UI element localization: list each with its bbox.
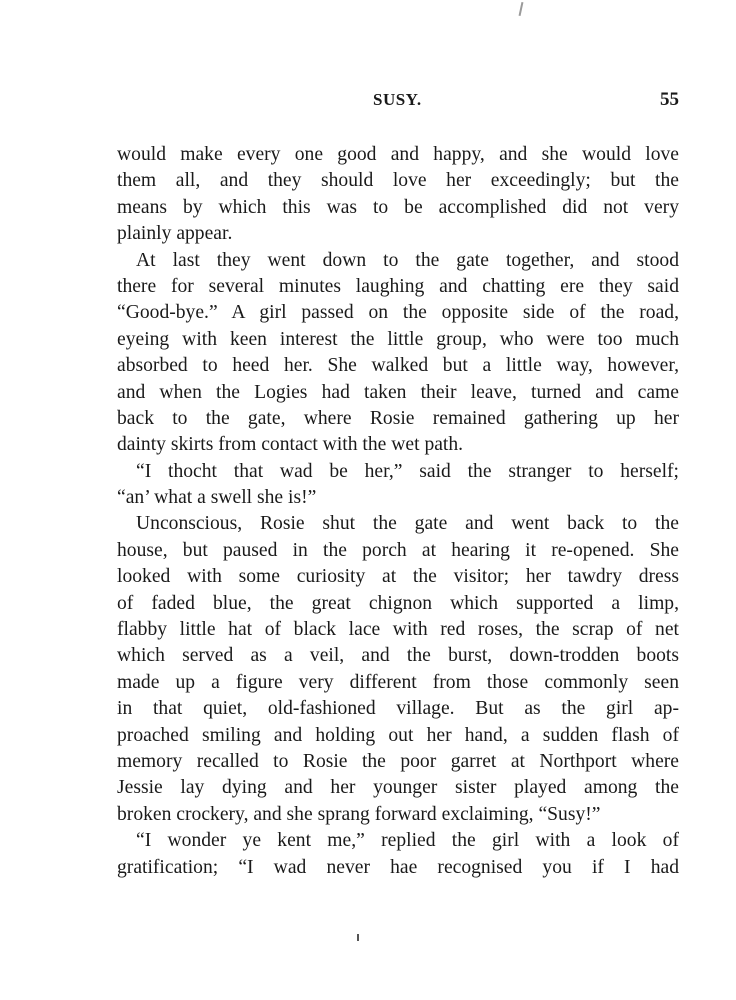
text-line: “an’ what a swell she is!” — [117, 487, 317, 509]
text-line: there for several minutes laughing and chatting ere they said — [117, 275, 679, 297]
text-line: proached smiling and holding out her hand, a sudden flash of — [117, 724, 679, 746]
page-number: 55 — [660, 89, 679, 110]
text-line: back to the gate, where Rosie remained gathering up her — [117, 407, 679, 429]
text-line: would make every one good and happy, and she would love — [117, 144, 679, 165]
text-line: dainty skirts from contact with the wet path. — [117, 434, 464, 456]
running-title: SUSY. — [373, 90, 422, 109]
text-line: means by which this was to be accomplished did not very — [117, 196, 679, 218]
text-line: made up a figure very different from those commonly seen — [117, 671, 679, 693]
text-line: which served as a veil, and the burst, down-trodden boots — [117, 645, 679, 667]
text-line: in that quiet, old-fashioned village. But as the girl ap- — [117, 698, 679, 720]
text-line: Jessie lay dying and her younger sister played among the — [117, 777, 679, 799]
body-text — [117, 142, 679, 881]
text-line: absorbed to heed her. She walked but a little way, however, — [117, 355, 679, 377]
text-line: broken crockery, and she sprang forward exclaiming, “Susy!” — [117, 803, 601, 825]
ink-speck — [357, 934, 359, 941]
text-line: flabby little hat of black lace with red roses, the scrap of net — [117, 619, 679, 641]
text-line: house, but paused in the porch at hearing it re-opened. She — [117, 539, 679, 561]
running-header — [117, 90, 679, 116]
text-line: “Good-bye.” A girl passed on the opposite side of the road, — [117, 302, 679, 324]
text-line: plainly appear. — [117, 223, 233, 245]
text-line: looked with some curiosity at the visitor; her tawdry dress — [117, 566, 679, 588]
text-line: them all, and they should love her exceedingly; but the — [117, 170, 679, 192]
text-line: “I thocht that wad be her,” said the stranger to herself; — [136, 460, 679, 482]
text-line: of faded blue, the great chignon which supported a limp, — [117, 592, 679, 614]
ink-speck — [519, 2, 524, 16]
text-line: At last they went down to the gate together, and stood — [136, 249, 679, 271]
text-line: Unconscious, Rosie shut the gate and went back to the — [136, 513, 679, 535]
text-line: “I wonder ye kent me,” replied the girl with a look of — [136, 830, 679, 852]
text-line: eyeing with keen interest the little group, who were too much — [117, 328, 679, 350]
text-line: and when the Logies had taken their leave, turned and came — [117, 381, 679, 403]
text-line: memory recalled to Rosie the poor garret at Northport where — [117, 750, 679, 772]
text-line: gratification; “I wad never hae recognised you if I had — [117, 856, 679, 878]
